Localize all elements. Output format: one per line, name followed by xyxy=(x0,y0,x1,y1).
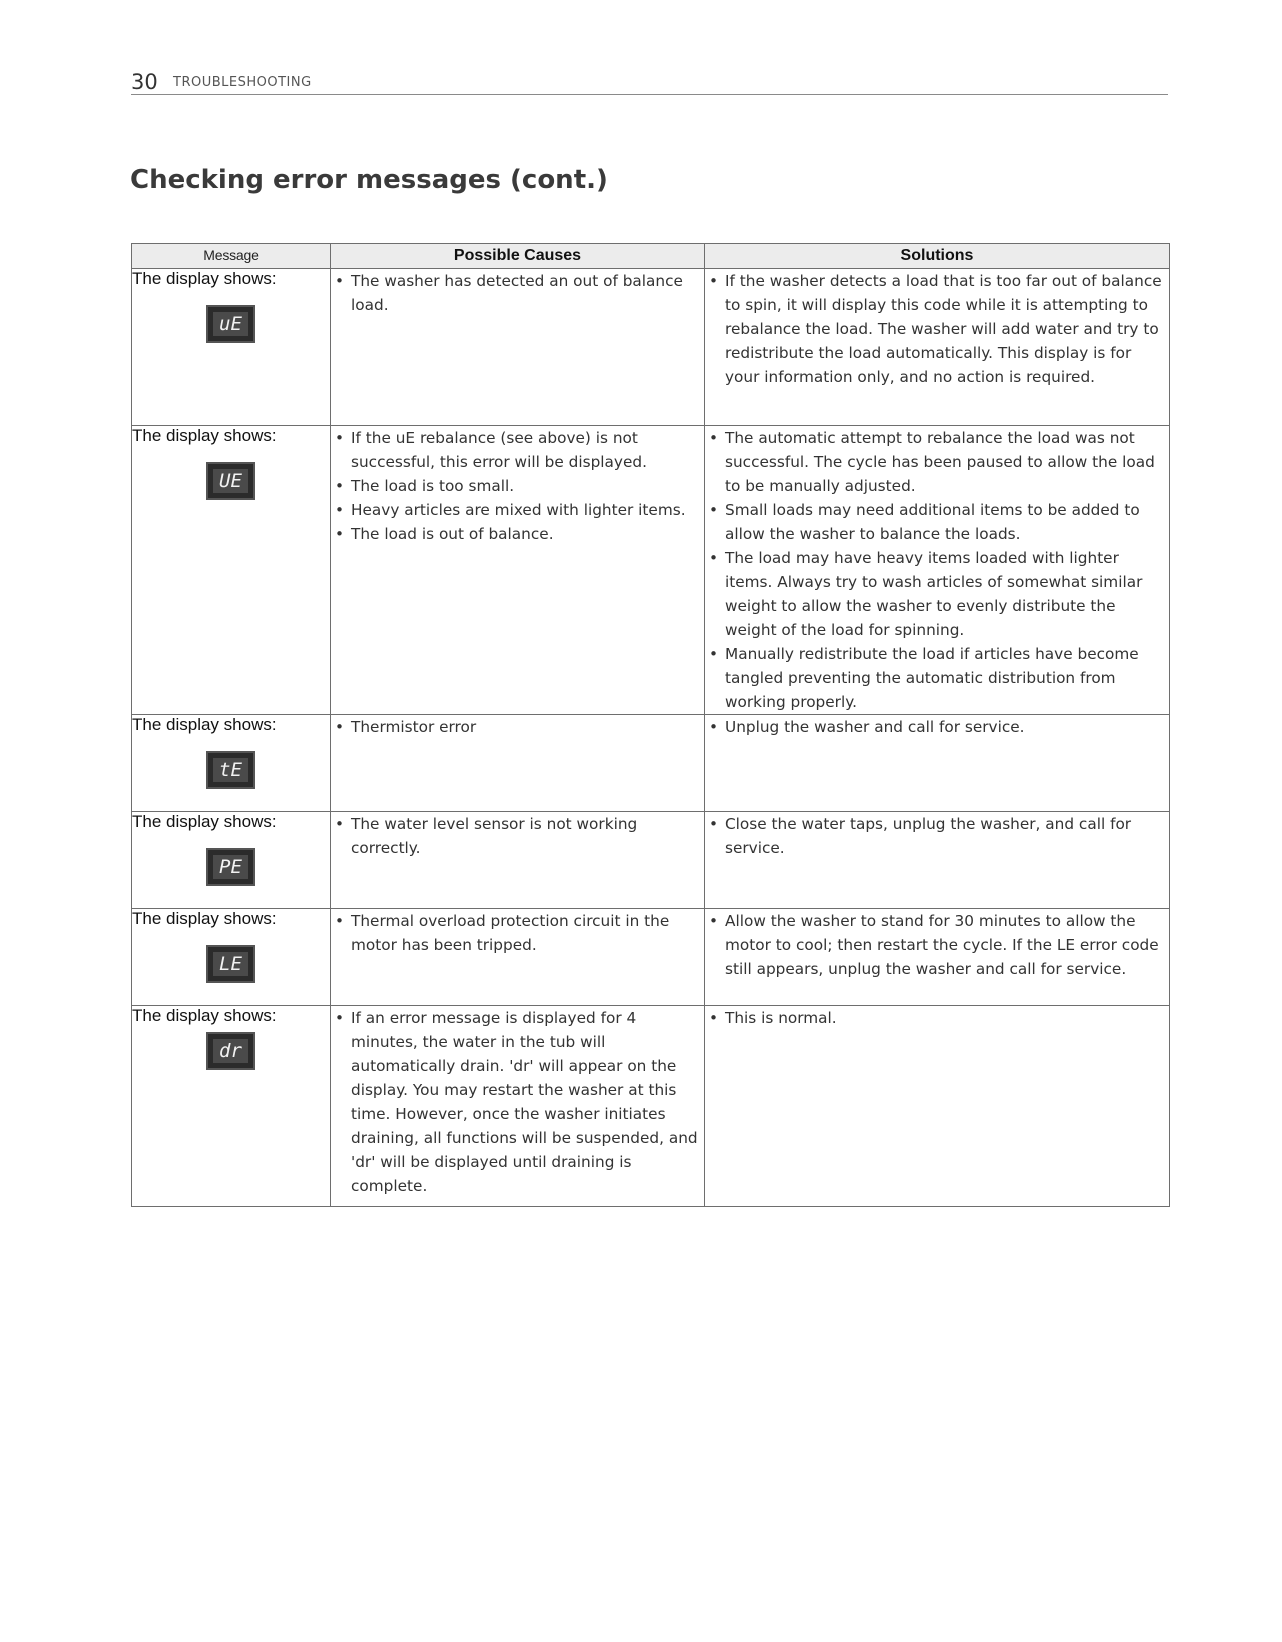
lcd-display-icon xyxy=(206,1032,255,1070)
table-row xyxy=(132,1006,1170,1207)
display-shows-label: The display shows: xyxy=(132,269,277,288)
solution-item: • Close the water taps, unplug the washer, and call for service. xyxy=(705,812,1169,860)
solutions-cell xyxy=(705,812,1170,909)
page-title: Checking error messages (cont.) xyxy=(130,165,608,195)
causes-cell xyxy=(331,715,705,812)
solution-item: • This is normal. xyxy=(705,1006,1169,1030)
table-row xyxy=(132,426,1170,715)
cause-item: • The load is out of balance. xyxy=(331,522,704,546)
cause-item: • Heavy articles are mixed with lighter items. xyxy=(331,498,704,522)
cause-item: • The water level sensor is not working correctly. xyxy=(331,812,704,860)
solutions-cell xyxy=(705,426,1170,715)
table-row xyxy=(132,715,1170,812)
solution-item: • The automatic attempt to rebalance the load was not successful. The cycle has been paused to allow the load to be manually adjusted. xyxy=(705,426,1169,498)
error-code: UE xyxy=(213,469,248,493)
error-code: uE xyxy=(213,312,248,336)
lcd-display-icon xyxy=(206,751,255,789)
message-cell xyxy=(132,1006,331,1207)
display-shows-label: The display shows: xyxy=(132,715,277,734)
solutions-cell xyxy=(705,269,1170,426)
cause-item: • Thermistor error xyxy=(331,715,704,739)
display-shows-label: The display shows: xyxy=(132,426,277,445)
causes-cell xyxy=(331,1006,705,1207)
error-code: dr xyxy=(213,1039,248,1063)
error-code: LE xyxy=(213,952,248,976)
solution-item: • If the washer detects a load that is too far out of balance to spin, it will display this code while it is attempting to rebalance the load. The washer will add water and try to redistribute the load automatically. This display is for your information only, and no action is required. xyxy=(705,269,1169,389)
solution-item: • Unplug the washer and call for service. xyxy=(705,715,1169,739)
page-number: 30 xyxy=(131,70,158,94)
error-messages-table xyxy=(131,243,1170,1207)
error-code: PE xyxy=(213,855,248,879)
message-cell xyxy=(132,909,331,1006)
causes-cell xyxy=(331,269,705,426)
section-label: TROUBLESHOOTING xyxy=(173,75,312,90)
message-cell xyxy=(132,812,331,909)
cause-item: • Thermal overload protection circuit in the motor has been tripped. xyxy=(331,909,704,957)
cause-item: • The load is too small. xyxy=(331,474,704,498)
cause-item: • If the uE rebalance (see above) is not successful, this error will be displayed. xyxy=(331,426,704,474)
column-header-possible-causes: Possible Causes xyxy=(331,244,705,269)
message-cell xyxy=(132,715,331,812)
table-row xyxy=(132,269,1170,426)
cause-item: • The washer has detected an out of balance load. xyxy=(331,269,704,317)
causes-cell xyxy=(331,426,705,715)
message-cell xyxy=(132,426,331,715)
table-header-row xyxy=(132,244,1170,269)
solution-item: • Allow the washer to stand for 30 minutes to allow the motor to cool; then restart the cycle. If the LE error code still appears, unplug the washer and call for service. xyxy=(705,909,1169,981)
lcd-display-icon xyxy=(206,462,255,500)
message-cell xyxy=(132,269,331,426)
page-header xyxy=(131,70,1168,95)
solution-item: • Manually redistribute the load if articles have become tangled preventing the automatic distribution from working properly. xyxy=(705,642,1169,714)
solution-item: • Small loads may need additional items to be added to allow the washer to balance the loads. xyxy=(705,498,1169,546)
error-code: tE xyxy=(213,758,248,782)
table-row xyxy=(132,812,1170,909)
solutions-cell xyxy=(705,715,1170,812)
column-header-solutions: Solutions xyxy=(705,244,1170,269)
solutions-cell xyxy=(705,909,1170,1006)
display-shows-label: The display shows: xyxy=(132,909,277,928)
column-header-message: Message xyxy=(132,244,331,269)
lcd-display-icon xyxy=(206,848,255,886)
display-shows-label: The display shows: xyxy=(132,812,277,831)
cause-item: • If an error message is displayed for 4 minutes, the water in the tub will automatically drain. 'dr' will appear on the display. You may restart the washer at this time. However, once the washer initiates draining, all functions will be suspended, and 'dr' will be displayed until draining is complete. xyxy=(331,1006,704,1198)
causes-cell xyxy=(331,812,705,909)
display-shows-label: The display shows: xyxy=(132,1006,277,1025)
solutions-cell xyxy=(705,1006,1170,1207)
table-row xyxy=(132,909,1170,1006)
causes-cell xyxy=(331,909,705,1006)
lcd-display-icon xyxy=(206,305,255,343)
lcd-display-icon xyxy=(206,945,255,983)
solution-item: • The load may have heavy items loaded with lighter items. Always try to wash articles of somewhat similar weight to allow the washer to evenly distribute the weight of the load for spinning. xyxy=(705,546,1169,642)
